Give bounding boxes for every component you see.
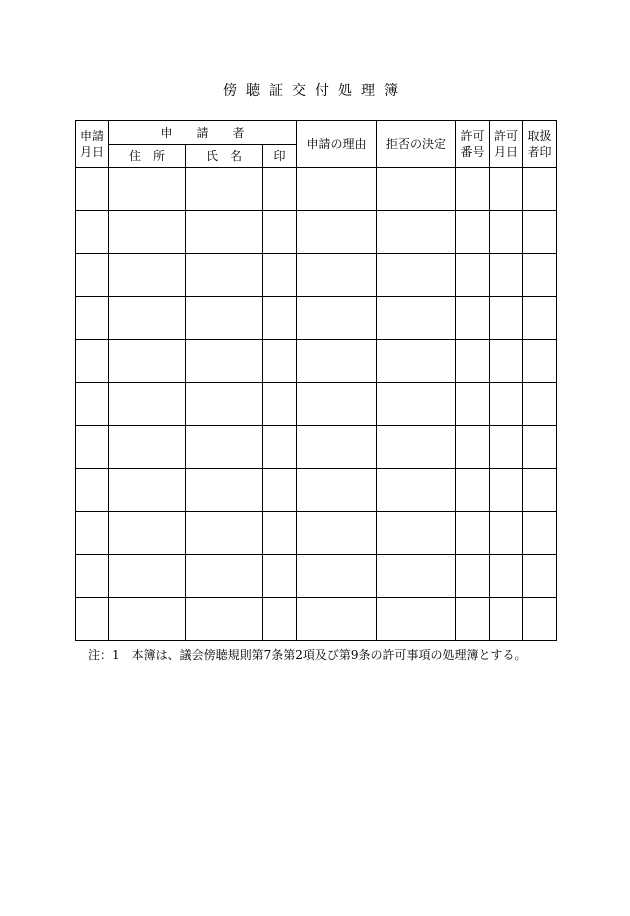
table-cell[interactable] <box>109 340 186 383</box>
header-application-date <box>76 121 109 168</box>
table-cell[interactable] <box>490 211 523 254</box>
header-name-label: 氏 名 <box>205 149 242 163</box>
table-cell[interactable] <box>186 297 263 340</box>
table-row <box>76 426 557 469</box>
table-body <box>76 168 557 641</box>
table-cell[interactable] <box>186 168 263 211</box>
table-cell[interactable] <box>490 168 523 211</box>
header-refusal-decision <box>377 121 456 168</box>
table-cell[interactable] <box>377 254 456 297</box>
header-permit-number-label: 許可 番号 <box>460 129 485 159</box>
table-cell[interactable] <box>297 211 377 254</box>
table-cell[interactable] <box>523 340 557 383</box>
table-row <box>76 512 557 555</box>
table-cell[interactable] <box>263 598 297 641</box>
table-cell[interactable] <box>377 512 456 555</box>
table-cell[interactable] <box>263 254 297 297</box>
table-cell[interactable] <box>186 211 263 254</box>
table-cell[interactable] <box>456 426 490 469</box>
table-cell[interactable] <box>109 297 186 340</box>
table-cell[interactable] <box>377 555 456 598</box>
table-cell[interactable] <box>523 555 557 598</box>
footnote: 注：1 本簿は、議会傍聴規則第7条第2項及び第9条の許可事項の処理簿とする。 <box>88 648 527 662</box>
header-handler-seal <box>523 121 557 168</box>
table-cell[interactable] <box>456 383 490 426</box>
header-seal-label: 印 <box>273 149 286 163</box>
table-cell[interactable] <box>186 512 263 555</box>
table-cell[interactable] <box>523 168 557 211</box>
table-cell[interactable] <box>109 469 186 512</box>
table-cell[interactable] <box>456 297 490 340</box>
table-cell[interactable] <box>263 340 297 383</box>
table-cell[interactable] <box>377 211 456 254</box>
table-cell[interactable] <box>186 383 263 426</box>
table-cell[interactable] <box>490 512 523 555</box>
table-cell[interactable] <box>76 469 109 512</box>
table-cell[interactable] <box>263 168 297 211</box>
table-cell[interactable] <box>109 426 186 469</box>
header-reason <box>297 121 377 168</box>
header-application-date-label: 申請 月日 <box>79 129 104 159</box>
table-cell[interactable] <box>263 297 297 340</box>
table-cell[interactable] <box>186 555 263 598</box>
table-row <box>76 297 557 340</box>
table-cell[interactable] <box>377 426 456 469</box>
table-cell[interactable] <box>456 555 490 598</box>
table-cell[interactable] <box>263 383 297 426</box>
table-cell[interactable] <box>377 168 456 211</box>
table-row <box>76 383 557 426</box>
table-cell[interactable] <box>109 383 186 426</box>
header-permit-date <box>490 121 523 168</box>
table-cell[interactable] <box>76 383 109 426</box>
table-cell[interactable] <box>490 254 523 297</box>
table-cell[interactable] <box>186 469 263 512</box>
table-cell[interactable] <box>456 254 490 297</box>
table-cell[interactable] <box>523 211 557 254</box>
table-row <box>76 340 557 383</box>
table-cell[interactable] <box>76 512 109 555</box>
table-cell[interactable] <box>109 555 186 598</box>
table-cell[interactable] <box>297 512 377 555</box>
header-reason-label: 申請の理由 <box>306 137 367 151</box>
header-address <box>109 145 186 168</box>
table-cell[interactable] <box>263 211 297 254</box>
header-permit-number <box>456 121 490 168</box>
table-cell[interactable] <box>263 426 297 469</box>
table-cell[interactable] <box>76 555 109 598</box>
table-cell[interactable] <box>490 340 523 383</box>
table-cell[interactable] <box>76 211 109 254</box>
header-seal <box>263 145 297 168</box>
table-cell[interactable] <box>297 426 377 469</box>
table-cell[interactable] <box>297 168 377 211</box>
table-cell[interactable] <box>377 340 456 383</box>
table-cell[interactable] <box>109 211 186 254</box>
table-cell[interactable] <box>76 340 109 383</box>
table-cell[interactable] <box>297 297 377 340</box>
table-cell[interactable] <box>109 598 186 641</box>
table-cell[interactable] <box>76 598 109 641</box>
header-applicant <box>109 121 297 145</box>
table-cell[interactable] <box>490 469 523 512</box>
register-table <box>75 120 557 641</box>
table-cell[interactable] <box>297 383 377 426</box>
page-title: 傍聴証交付処理簿 <box>223 83 407 99</box>
table-cell[interactable] <box>297 340 377 383</box>
table-cell[interactable] <box>377 297 456 340</box>
table-cell[interactable] <box>523 254 557 297</box>
table-cell[interactable] <box>523 297 557 340</box>
table-row <box>76 469 557 512</box>
table-cell[interactable] <box>377 383 456 426</box>
table-cell[interactable] <box>490 598 523 641</box>
table-cell[interactable] <box>297 598 377 641</box>
table-cell[interactable] <box>377 598 456 641</box>
table-row <box>76 168 557 211</box>
header-permit-date-label: 許可 月日 <box>494 129 519 159</box>
table-cell[interactable] <box>490 383 523 426</box>
table-cell[interactable] <box>523 598 557 641</box>
table-cell[interactable] <box>76 297 109 340</box>
table-row <box>76 211 557 254</box>
table-row <box>76 555 557 598</box>
table-cell[interactable] <box>456 168 490 211</box>
header-name <box>186 145 263 168</box>
table-cell[interactable] <box>456 340 490 383</box>
table-cell[interactable] <box>523 426 557 469</box>
table-cell[interactable] <box>297 555 377 598</box>
table-cell[interactable] <box>76 254 109 297</box>
header-handler-seal-label: 取扱 者印 <box>527 129 552 159</box>
table-cell[interactable] <box>377 469 456 512</box>
table-cell[interactable] <box>109 254 186 297</box>
table-cell[interactable] <box>109 512 186 555</box>
table-cell[interactable] <box>490 555 523 598</box>
header-address-label: 住 所 <box>128 149 165 163</box>
table-cell[interactable] <box>523 512 557 555</box>
header-applicant-label: 申 請 者 <box>160 125 245 140</box>
table-cell[interactable] <box>523 469 557 512</box>
table-cell[interactable] <box>109 168 186 211</box>
table-cell[interactable] <box>76 168 109 211</box>
table-cell[interactable] <box>76 426 109 469</box>
table-cell[interactable] <box>456 211 490 254</box>
table-cell[interactable] <box>263 469 297 512</box>
table-cell[interactable] <box>456 598 490 641</box>
table-cell[interactable] <box>186 426 263 469</box>
table-cell[interactable] <box>523 383 557 426</box>
table-cell[interactable] <box>456 512 490 555</box>
table-cell[interactable] <box>263 512 297 555</box>
table-row <box>76 254 557 297</box>
header-refusal-decision-label: 拒否の決定 <box>386 137 447 151</box>
table-cell[interactable] <box>490 426 523 469</box>
table-cell[interactable] <box>263 555 297 598</box>
table-cell[interactable] <box>186 598 263 641</box>
table-cell[interactable] <box>297 469 377 512</box>
table-row <box>76 598 557 641</box>
table-cell[interactable] <box>186 340 263 383</box>
table-cell[interactable] <box>456 469 490 512</box>
table-cell[interactable] <box>186 254 263 297</box>
table-cell[interactable] <box>490 297 523 340</box>
table-cell[interactable] <box>297 254 377 297</box>
